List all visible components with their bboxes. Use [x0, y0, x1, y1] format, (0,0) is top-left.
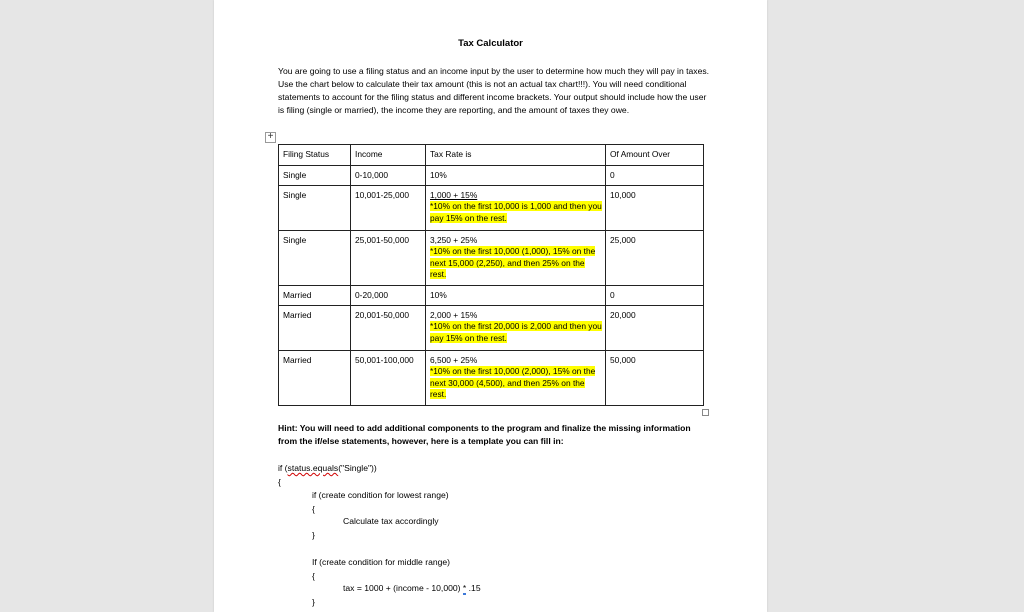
code-formula-operator: * [462, 583, 467, 593]
code-line: If (create condition for middle range) [312, 557, 451, 567]
cell-income: 20,001-50,000 [351, 306, 426, 351]
cell-status: Single [279, 186, 351, 231]
code-line: if (create condition for lowest range) [312, 490, 449, 500]
cell-status: Single [279, 166, 351, 186]
cell-rate-with-note [426, 306, 606, 351]
code-brace: { [312, 571, 315, 581]
code-formula-part: tax = 1000 + (income - 10,000) [343, 583, 463, 593]
cell-over: 0 [606, 166, 704, 186]
cell-status: Married [279, 306, 351, 351]
cell-income: 0-20,000 [351, 286, 426, 306]
cell-note: *10% on the first 10,000 (2,000), 15% on the next 30,000 (4,500), and then 25% on the rest. [430, 366, 596, 400]
header-income: Income [351, 145, 426, 166]
cell-status: Single [279, 231, 351, 286]
cell-income: 25,001-50,000 [351, 231, 426, 286]
code-brace: } [312, 597, 315, 607]
hint-paragraph: Hint: You will need to add additional components to the program and finalize the missing information from the if/else statements, however, here is a template you can fill in: [278, 423, 691, 446]
cell-rate: 1,000 + 15% [430, 190, 478, 200]
cell-income: 0-10,000 [351, 166, 426, 186]
cell-income: 50,001-100,000 [351, 351, 426, 406]
cell-over: 0 [606, 286, 704, 306]
table-row [279, 231, 704, 286]
cell-status: Married [279, 351, 351, 406]
cell-rate-with-note [426, 351, 606, 406]
code-line [343, 582, 481, 594]
cell-rate-with-note [426, 186, 606, 231]
document-page [214, 0, 767, 612]
code-brace: { [312, 504, 315, 514]
header-of-amount-over: Of Amount Over [606, 145, 704, 166]
cell-rate: 10% [426, 286, 606, 306]
cell-over: 20,000 [606, 306, 704, 351]
table-row [279, 286, 704, 306]
code-if-prefix: if ( [278, 463, 288, 473]
table-row [279, 166, 704, 186]
cell-rate: 2,000 + 15% [430, 310, 478, 320]
intro-paragraph: You are going to use a filing status and an income input by the user to determine how much they will pay in taxes. Use the chart below to calculate their tax amount (this is not an actual tax chart!!!). You will need conditional statements to account for the filing status and different income brackets. Your output should include how the user is filing (single or married), the income they are reporting, and the amount of taxes they owe. [278, 66, 710, 116]
cell-over: 10,000 [606, 186, 704, 231]
table-move-handle-icon[interactable]: + [265, 132, 276, 143]
code-if-suffix: ("Single")) [338, 463, 377, 473]
cell-note: *10% on the first 20,000 is 2,000 and then you pay 15% on the rest. [430, 321, 602, 343]
cell-note: *10% on the first 10,000 is 1,000 and then you pay 15% on the rest. [430, 201, 602, 223]
table-resize-handle-icon[interactable] [702, 409, 709, 416]
code-brace: } [312, 530, 315, 540]
code-squiggle-word: status.equals [287, 463, 339, 473]
header-tax-rate: Tax Rate is [426, 145, 606, 166]
table-row [279, 186, 704, 231]
table-header-row [279, 145, 704, 166]
cell-over: 25,000 [606, 231, 704, 286]
cell-rate-with-note [426, 231, 606, 286]
document-title: Tax Calculator [458, 38, 523, 49]
code-line [278, 462, 377, 474]
cell-over: 50,000 [606, 351, 704, 406]
cell-status: Married [279, 286, 351, 306]
code-formula-part: .15 [466, 583, 481, 593]
cell-rate: 3,250 + 25% [430, 235, 478, 245]
table-row [279, 306, 704, 351]
cell-rate: 6,500 + 25% [430, 355, 478, 365]
cell-note: *10% on the first 10,000 (1,000), 15% on the next 15,000 (2,250), and then 25% on the rest. [430, 246, 596, 280]
cell-rate: 10% [426, 166, 606, 186]
header-filing-status: Filing Status [279, 145, 351, 166]
tax-table [278, 144, 704, 406]
code-line: Calculate tax accordingly [343, 516, 439, 526]
cell-income: 10,001-25,000 [351, 186, 426, 231]
table-row [279, 351, 704, 406]
code-brace: { [278, 477, 281, 487]
